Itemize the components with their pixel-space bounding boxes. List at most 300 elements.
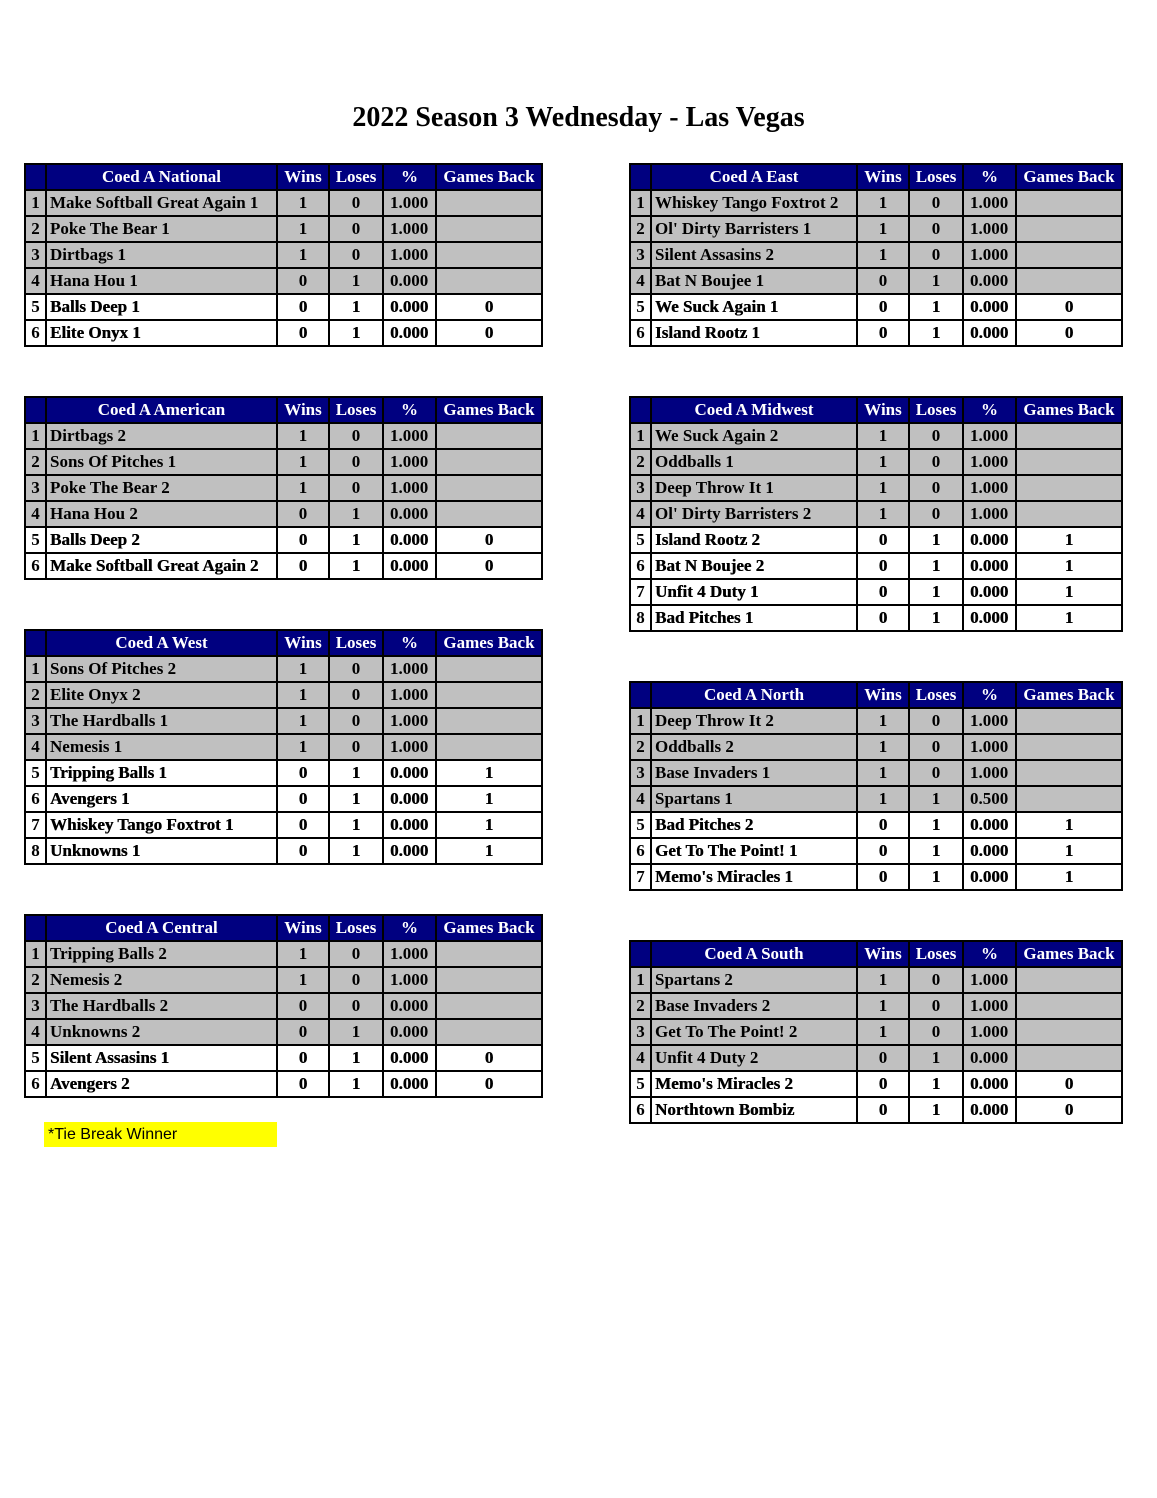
rank-cell: 5 [630,294,651,320]
loses-cell: 0 [329,656,383,682]
rank-cell: 5 [25,527,46,553]
wins-cell: 1 [857,708,909,734]
wins-cell: 0 [857,1071,909,1097]
header-row [630,941,1122,967]
games-back-cell: 0 [1016,294,1122,320]
rank-cell: 5 [630,1071,651,1097]
loses-cell: 0 [909,708,963,734]
standings-table-coed-a-american [24,396,543,580]
table-row [25,734,542,760]
games-back-cell: 1 [436,812,542,838]
team-name-cell: The Hardballs 1 [46,708,277,734]
team-name-cell: Deep Throw It 2 [651,708,857,734]
loses-cell: 0 [909,760,963,786]
games-back-cell [436,216,542,242]
header-row [630,682,1122,708]
games-back-cell: 0 [436,1071,542,1097]
table-row [630,993,1122,1019]
pct-cell: 0.000 [963,864,1016,890]
table-row [630,527,1122,553]
loses-cell: 1 [909,1097,963,1123]
loses-cell: 0 [329,449,383,475]
table-row [630,812,1122,838]
pct-cell: 1.000 [383,475,436,501]
wins-cell: 1 [857,449,909,475]
games-back-cell [436,242,542,268]
team-name-cell: Spartans 1 [651,786,857,812]
loses-cell: 0 [329,967,383,993]
table-row [630,734,1122,760]
table-row [630,1097,1122,1123]
pct-cell: 0.000 [963,1071,1016,1097]
standings-table-coed-a-south [629,940,1123,1124]
games-back-cell: 1 [1016,812,1122,838]
pct-cell: 1.000 [963,242,1016,268]
pct-cell: 1.000 [383,708,436,734]
loses-cell: 0 [909,967,963,993]
pct-cell: 0.000 [383,1019,436,1045]
loses-cell: 1 [909,320,963,346]
pct-header: % [963,397,1016,423]
table-row [630,1019,1122,1045]
wins-cell: 0 [277,812,329,838]
table-row [25,320,542,346]
wins-cell: 0 [857,294,909,320]
wins-cell: 0 [857,579,909,605]
table-row [25,242,542,268]
table-row [25,993,542,1019]
division-name: Coed A National [46,164,277,190]
rank-header [25,164,46,190]
rank-cell: 2 [25,682,46,708]
table-row [630,501,1122,527]
games-back-header: Games Back [1016,941,1122,967]
page-title: 2022 Season 3 Wednesday - Las Vegas [352,102,805,133]
rank-cell: 6 [25,553,46,579]
games-back-cell: 0 [436,1045,542,1071]
table-row [630,605,1122,631]
team-name-cell: Bat N Boujee 2 [651,553,857,579]
team-name-cell: Avengers 1 [46,786,277,812]
pct-header: % [963,164,1016,190]
rank-cell: 6 [25,320,46,346]
rank-cell: 7 [25,812,46,838]
pct-cell: 1.000 [383,216,436,242]
wins-cell: 1 [857,786,909,812]
table-row [25,1019,542,1045]
loses-header: Loses [329,164,383,190]
team-name-cell: Base Invaders 1 [651,760,857,786]
loses-header: Loses [909,682,963,708]
pct-cell: 1.000 [963,760,1016,786]
pct-cell: 1.000 [383,734,436,760]
table-row [25,1071,542,1097]
wins-cell: 0 [277,1071,329,1097]
wins-cell: 0 [857,268,909,294]
wins-cell: 1 [857,993,909,1019]
loses-cell: 0 [329,242,383,268]
team-name-cell: Oddballs 2 [651,734,857,760]
rank-cell: 6 [630,1097,651,1123]
team-name-cell: Island Rootz 2 [651,527,857,553]
pct-cell: 1.000 [383,656,436,682]
team-name-cell: Ol' Dirty Barristers 2 [651,501,857,527]
games-back-cell [436,967,542,993]
rank-cell: 5 [630,527,651,553]
table-row [25,838,542,864]
loses-cell: 1 [909,786,963,812]
games-back-cell [1016,501,1122,527]
games-back-cell [436,941,542,967]
games-back-cell: 1 [1016,838,1122,864]
wins-cell: 1 [857,216,909,242]
loses-cell: 1 [329,838,383,864]
wins-cell: 0 [277,268,329,294]
rank-cell: 3 [25,993,46,1019]
rank-cell: 3 [25,708,46,734]
games-back-cell: 0 [436,553,542,579]
table-row [630,708,1122,734]
pct-cell: 1.000 [963,216,1016,242]
games-back-cell: 0 [1016,1097,1122,1123]
team-name-cell: Hana Hou 1 [46,268,277,294]
table-row [630,1045,1122,1071]
team-name-cell: Sons Of Pitches 2 [46,656,277,682]
loses-cell: 1 [909,605,963,631]
table-row [25,501,542,527]
loses-cell: 1 [909,579,963,605]
pct-cell: 0.000 [963,838,1016,864]
team-name-cell: Dirtbags 1 [46,242,277,268]
wins-cell: 1 [857,760,909,786]
table-row [25,941,542,967]
team-name-cell: Avengers 2 [46,1071,277,1097]
pct-cell: 0.000 [383,1071,436,1097]
games-back-cell [436,423,542,449]
pct-cell: 0.000 [963,527,1016,553]
rank-header [25,397,46,423]
pct-cell: 0.000 [383,760,436,786]
rank-cell: 2 [630,993,651,1019]
team-name-cell: We Suck Again 1 [651,294,857,320]
table-row [630,553,1122,579]
division-name: Coed A Midwest [651,397,857,423]
games-back-cell [1016,475,1122,501]
rank-cell: 1 [25,190,46,216]
games-back-cell [436,682,542,708]
loses-cell: 0 [909,216,963,242]
games-back-cell [436,268,542,294]
wins-cell: 0 [277,553,329,579]
pct-cell: 0.000 [383,527,436,553]
pct-header: % [383,915,436,941]
pct-header: % [963,682,1016,708]
wins-cell: 1 [277,423,329,449]
header-row [25,164,542,190]
rank-cell: 3 [630,760,651,786]
pct-cell: 0.000 [963,320,1016,346]
pct-cell: 1.000 [963,449,1016,475]
games-back-cell [1016,423,1122,449]
division-name: Coed A American [46,397,277,423]
pct-cell: 0.000 [963,579,1016,605]
team-name-cell: The Hardballs 2 [46,993,277,1019]
wins-header: Wins [857,164,909,190]
wins-cell: 1 [277,708,329,734]
wins-cell: 1 [277,734,329,760]
team-name-cell: Poke The Bear 1 [46,216,277,242]
table-row [630,786,1122,812]
games-back-cell [1016,268,1122,294]
team-name-cell: Oddballs 1 [651,449,857,475]
standings-table-coed-a-central [24,914,543,1098]
games-back-cell: 0 [1016,320,1122,346]
pct-cell: 1.000 [383,941,436,967]
table-row [630,838,1122,864]
table-row [25,216,542,242]
team-name-cell: Elite Onyx 1 [46,320,277,346]
table-row [25,682,542,708]
wins-header: Wins [857,397,909,423]
loses-cell: 1 [909,838,963,864]
loses-cell: 0 [329,475,383,501]
wins-cell: 0 [857,864,909,890]
pct-cell: 0.000 [383,320,436,346]
games-back-cell: 1 [1016,553,1122,579]
loses-cell: 1 [909,527,963,553]
games-back-header: Games Back [1016,164,1122,190]
games-back-header: Games Back [436,630,542,656]
games-back-cell [1016,760,1122,786]
games-back-cell [436,501,542,527]
rank-cell: 2 [630,734,651,760]
rank-cell: 4 [630,1045,651,1071]
loses-cell: 0 [329,190,383,216]
pct-header: % [383,630,436,656]
games-back-header: Games Back [436,397,542,423]
wins-cell: 1 [857,423,909,449]
wins-cell: 0 [857,527,909,553]
loses-cell: 0 [329,708,383,734]
team-name-cell: Sons Of Pitches 1 [46,449,277,475]
rank-cell: 2 [630,216,651,242]
wins-cell: 1 [277,449,329,475]
rank-header [25,630,46,656]
rank-cell: 1 [630,967,651,993]
wins-header: Wins [277,164,329,190]
division-name: Coed A East [651,164,857,190]
pct-cell: 0.000 [383,812,436,838]
table-row [25,553,542,579]
team-name-cell: Balls Deep 1 [46,294,277,320]
loses-cell: 1 [329,812,383,838]
rank-cell: 2 [25,449,46,475]
pct-cell: 0.000 [963,268,1016,294]
games-back-cell [1016,993,1122,1019]
table-row [25,812,542,838]
games-back-cell [1016,242,1122,268]
division-name: Coed A North [651,682,857,708]
wins-cell: 1 [277,242,329,268]
pct-header: % [383,397,436,423]
team-name-cell: Get To The Point! 2 [651,1019,857,1045]
pct-cell: 0.000 [963,294,1016,320]
loses-cell: 1 [329,320,383,346]
rank-cell: 6 [630,553,651,579]
games-back-cell: 1 [1016,864,1122,890]
division-name: Coed A West [46,630,277,656]
loses-header: Loses [909,164,963,190]
pct-cell: 1.000 [963,190,1016,216]
team-name-cell: Memo's Miracles 2 [651,1071,857,1097]
rank-cell: 6 [630,838,651,864]
division-name: Coed A South [651,941,857,967]
header-row [25,397,542,423]
table-row [630,320,1122,346]
games-back-cell [1016,1019,1122,1045]
loses-cell: 0 [909,1019,963,1045]
table-row [25,475,542,501]
pct-cell: 1.000 [383,190,436,216]
standings-table-coed-a-national [24,163,543,347]
wins-cell: 1 [277,682,329,708]
loses-header: Loses [909,397,963,423]
pct-cell: 0.000 [383,268,436,294]
wins-cell: 0 [277,786,329,812]
header-row [630,397,1122,423]
table-row [630,268,1122,294]
games-back-cell [1016,967,1122,993]
games-back-cell [436,190,542,216]
games-back-cell: 1 [436,838,542,864]
rank-cell: 5 [25,294,46,320]
loses-cell: 1 [329,760,383,786]
pct-cell: 0.000 [383,1045,436,1071]
wins-cell: 0 [277,838,329,864]
rank-cell: 4 [25,501,46,527]
pct-header: % [383,164,436,190]
team-name-cell: Deep Throw It 1 [651,475,857,501]
games-back-cell [1016,734,1122,760]
games-back-cell: 1 [436,786,542,812]
rank-cell: 2 [630,449,651,475]
table-row [630,423,1122,449]
team-name-cell: Whiskey Tango Foxtrot 1 [46,812,277,838]
tie-break-note: *Tie Break Winner [44,1122,277,1147]
wins-cell: 1 [857,475,909,501]
team-name-cell: Memo's Miracles 1 [651,864,857,890]
pct-cell: 1.000 [963,1019,1016,1045]
rank-cell: 4 [25,734,46,760]
table-row [25,656,542,682]
team-name-cell: Bad Pitches 2 [651,812,857,838]
games-back-cell [436,993,542,1019]
team-name-cell: Dirtbags 2 [46,423,277,449]
loses-cell: 1 [909,268,963,294]
rank-cell: 4 [630,501,651,527]
rank-cell: 1 [630,708,651,734]
pct-cell: 1.000 [383,682,436,708]
wins-cell: 0 [277,501,329,527]
games-back-cell [436,475,542,501]
table-row [25,760,542,786]
rank-cell: 3 [630,242,651,268]
games-back-cell [1016,216,1122,242]
rank-cell: 4 [25,1019,46,1045]
loses-cell: 1 [329,268,383,294]
wins-cell: 0 [277,294,329,320]
team-name-cell: Nemesis 2 [46,967,277,993]
table-row [25,527,542,553]
loses-cell: 1 [909,1045,963,1071]
loses-cell: 1 [329,294,383,320]
loses-cell: 1 [909,812,963,838]
games-back-cell [1016,708,1122,734]
pct-cell: 0.000 [383,294,436,320]
rank-cell: 4 [630,268,651,294]
team-name-cell: Bat N Boujee 1 [651,268,857,294]
loses-cell: 0 [329,941,383,967]
wins-cell: 1 [277,941,329,967]
loses-cell: 1 [909,864,963,890]
table-row [630,579,1122,605]
wins-cell: 1 [277,216,329,242]
rank-cell: 7 [630,579,651,605]
team-name-cell: Make Softball Great Again 1 [46,190,277,216]
team-name-cell: We Suck Again 2 [651,423,857,449]
team-name-cell: Whiskey Tango Foxtrot 2 [651,190,857,216]
table-row [25,786,542,812]
pct-cell: 0.000 [383,553,436,579]
team-name-cell: Bad Pitches 1 [651,605,857,631]
games-back-cell [1016,1045,1122,1071]
rank-cell: 3 [25,475,46,501]
games-back-cell: 0 [436,294,542,320]
games-back-cell: 1 [436,760,542,786]
team-name-cell: Northtown Bombiz [651,1097,857,1123]
table-row [630,475,1122,501]
table-row [630,216,1122,242]
loses-cell: 1 [329,1071,383,1097]
wins-cell: 0 [277,1045,329,1071]
games-back-cell: 0 [436,527,542,553]
team-name-cell: Poke The Bear 2 [46,475,277,501]
team-name-cell: Ol' Dirty Barristers 1 [651,216,857,242]
table-row [25,708,542,734]
rank-cell: 1 [25,941,46,967]
pct-header: % [963,941,1016,967]
rank-header [630,941,651,967]
rank-cell: 8 [630,605,651,631]
team-name-cell: Hana Hou 2 [46,501,277,527]
loses-cell: 0 [909,475,963,501]
rank-cell: 3 [25,242,46,268]
pct-cell: 1.000 [383,967,436,993]
rank-cell: 6 [25,786,46,812]
games-back-cell [436,1019,542,1045]
loses-cell: 0 [329,993,383,1019]
table-row [630,1071,1122,1097]
pct-cell: 1.000 [963,734,1016,760]
wins-cell: 1 [857,501,909,527]
team-name-cell: Make Softball Great Again 2 [46,553,277,579]
wins-cell: 0 [857,1045,909,1071]
pct-cell: 0.000 [963,1097,1016,1123]
team-name-cell: Silent Assasins 1 [46,1045,277,1071]
wins-cell: 1 [277,656,329,682]
team-name-cell: Spartans 2 [651,967,857,993]
loses-cell: 0 [909,501,963,527]
